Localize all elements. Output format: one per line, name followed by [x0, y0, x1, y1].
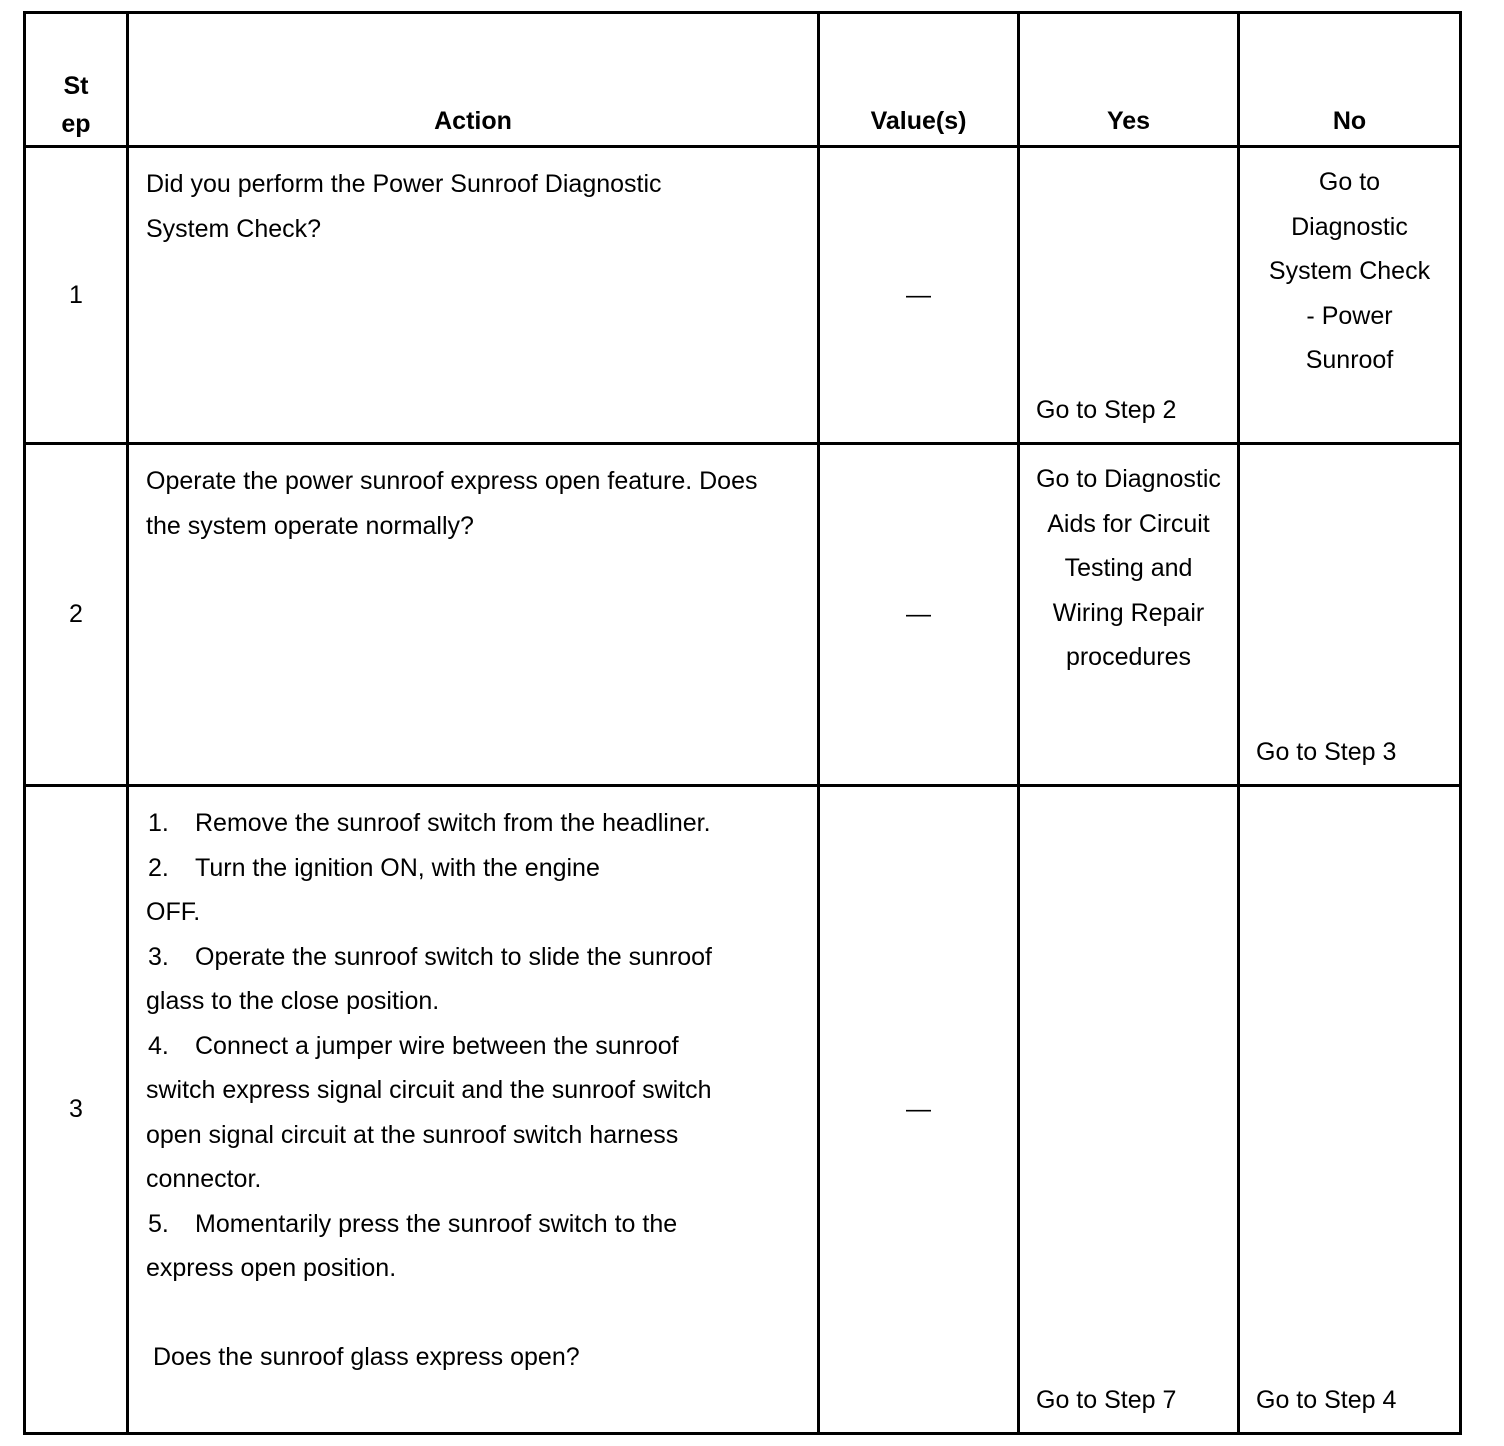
action-step-number: 2.: [148, 853, 169, 882]
header-row: [25, 13, 1461, 147]
no-cell: [1239, 786, 1461, 1434]
action-cell: [128, 786, 819, 1434]
action-text: Operate the power sunroof express open feature. Does the system operate normally?: [128, 444, 819, 786]
action-step-text: Connect a jumper wire between the sunroof switch express signal circuit and the sunroof switch open signal circuit at the sunroof switch harness connector.: [146, 1031, 712, 1193]
header-step-line2: ep: [61, 110, 91, 138]
action-step-text: Momentarily press the sunroof switch to the express open position.: [146, 1209, 678, 1282]
action-text: Did you perform the Power Sunroof Diagnostic System Check?: [128, 147, 819, 444]
action-step-number: 4.: [148, 1031, 169, 1060]
no-link[interactable]: Go to Diagnostic System Check - Power Sunroof: [1268, 168, 1431, 374]
diagnostic-table: [23, 11, 1462, 1435]
action-step-item: [146, 1024, 737, 1202]
table-row: [25, 444, 1461, 786]
step-number: 2: [25, 444, 128, 786]
action-step-number: 5.: [148, 1209, 169, 1238]
action-step-item: [146, 846, 737, 935]
yes-cell: [1019, 147, 1239, 444]
value-cell: —: [819, 444, 1019, 786]
table-row: [25, 147, 1461, 444]
action-step-item: [146, 935, 737, 1024]
no-link[interactable]: Go to Step 4: [1256, 1385, 1397, 1414]
no-cell: [1239, 444, 1461, 786]
action-step-text: Turn the ignition ON, with the engine OFF.: [146, 853, 600, 926]
yes-link[interactable]: Go to Step 2: [1036, 395, 1177, 424]
yes-link[interactable]: Go to Diagnostic Aids for Circuit Testing and Wiring Repair procedures: [1036, 465, 1221, 671]
action-step-number: 3.: [148, 942, 169, 971]
header-values: Value(s): [819, 13, 1019, 147]
yes-cell: [1019, 444, 1239, 786]
no-link[interactable]: Go to Step 3: [1256, 737, 1397, 766]
header-step-line1: St: [63, 72, 89, 100]
no-cell: [1239, 147, 1461, 444]
yes-link[interactable]: Go to Step 7: [1036, 1385, 1177, 1414]
action-step-item: [146, 801, 737, 846]
action-step-item: [146, 1202, 737, 1291]
yes-cell: [1019, 786, 1239, 1434]
header-no: No: [1239, 13, 1461, 147]
value-cell: —: [819, 786, 1019, 1434]
action-step-text: Remove the sunroof switch from the headliner.: [195, 809, 711, 837]
table-row: [25, 786, 1461, 1434]
action-question: Does the sunroof glass express open?: [153, 1342, 580, 1371]
step-number: 3: [25, 786, 128, 1434]
header-step: [25, 13, 128, 147]
value-cell: —: [819, 147, 1019, 444]
action-step-text: Operate the sunroof switch to slide the sunroof glass to the close position.: [146, 942, 712, 1015]
header-action: Action: [128, 13, 819, 147]
step-number: 1: [25, 147, 128, 444]
header-yes: Yes: [1019, 13, 1239, 147]
action-step-number: 1.: [148, 809, 169, 837]
